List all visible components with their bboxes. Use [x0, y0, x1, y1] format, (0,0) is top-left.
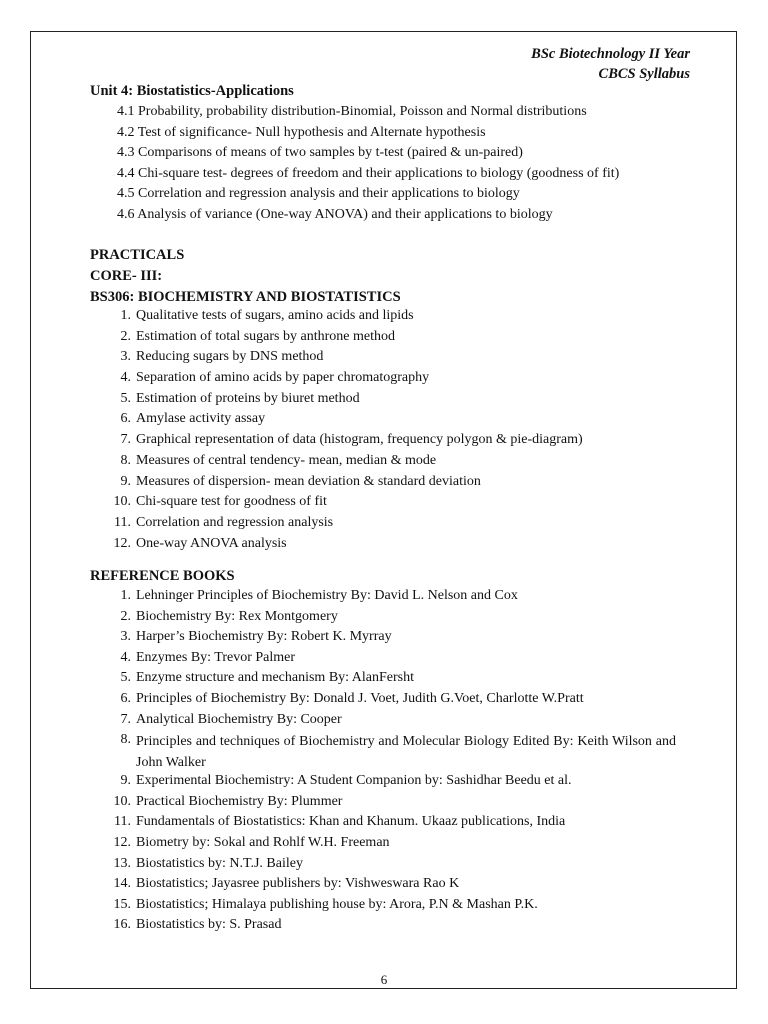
list-item-text: Chi-square test for goodness of fit: [136, 494, 327, 510]
list-item-number: 7.: [120, 432, 131, 448]
list-item-number: 9.: [120, 773, 131, 789]
list-item-text: Biometry by: Sokal and Rohlf W.H. Freeman: [136, 834, 390, 850]
list-item-number: 8.: [120, 452, 131, 468]
list-item-text: Biostatistics; Jayasree publishers by: Vishweswara Rao K: [136, 876, 460, 892]
list-item-number: 11.: [114, 814, 131, 830]
unit-title: Unit 4: Biostatistics-Applications: [90, 83, 294, 99]
list-item-text: Separation of amino acids by paper chromatography: [136, 370, 430, 386]
practicals-heading: PRACTICALS: [90, 247, 185, 263]
unit-item: 4.5 Correlation and regression analysis and their applications to biology: [117, 186, 520, 201]
list-item-text: Correlation and regression analysis: [136, 514, 334, 530]
unit-item: 4.3 Comparisons of means of two samples by t-test (paired & un-paired): [117, 145, 523, 160]
list-item-text: Amylase activity assay: [136, 411, 266, 427]
list-item-text: Measures of central tendency- mean, median & mode: [136, 452, 437, 468]
list-item-text: Principles and techniques of Biochemistry and Molecular Biology Edited By: Keith Wilson and John Walker: [136, 734, 676, 770]
unit-item: 4.4 Chi-square test- degrees of freedom and their applications to biology (goodness of fit): [117, 165, 620, 181]
page-number: 6: [380, 972, 388, 987]
core-label: CORE- III:: [90, 268, 163, 284]
list-item-number: 6.: [120, 411, 131, 427]
header-program: BSc Biotechnology II Year: [531, 46, 690, 62]
list-item-text: Measures of dispersion- mean deviation & standard deviation: [136, 473, 481, 489]
list-item-number: 3.: [120, 349, 131, 365]
list-item-text: Biostatistics by: S. Prasad: [136, 917, 282, 933]
list-item-text: Analytical Biochemistry By: Cooper: [136, 711, 342, 727]
list-item-number: 11.: [114, 514, 131, 530]
list-item-text: Biostatistics; Himalaya publishing house by: Arora, P.N & Mashan P.K.: [136, 896, 538, 912]
list-item-number: 16.: [113, 917, 131, 933]
unit-item: 4.2 Test of significance- Null hypothesis and Alternate hypothesis: [117, 124, 486, 140]
list-item-number: 7.: [120, 711, 131, 727]
list-item-text: Graphical representation of data (histogram, frequency polygon & pie-diagram): [136, 432, 583, 448]
list-item-text: Fundamentals of Biostatistics: Khan and Khanum. Ukaaz publications, India: [136, 814, 566, 830]
list-item-text: Biochemistry By: Rex Montgomery: [136, 608, 338, 624]
list-item-number: 2.: [120, 608, 131, 624]
list-item-number: 4.: [120, 649, 131, 665]
unit-item: 4.6 Analysis of variance (One-way ANOVA) and their applications to biology: [117, 206, 553, 222]
list-item-number: 8.: [120, 732, 131, 748]
course-title: BS306: BIOCHEMISTRY AND BIOSTATISTICS: [90, 288, 401, 305]
list-item-number: 9.: [120, 473, 131, 489]
list-item-text: Enzymes By: Trevor Palmer: [136, 649, 296, 665]
list-item-number: 2.: [120, 328, 131, 344]
list-item-number: 10.: [113, 793, 131, 809]
list-item-number: 12.: [113, 535, 131, 551]
list-item-text: Estimation of proteins by biuret method: [136, 390, 360, 406]
list-item-number: 5.: [120, 670, 131, 686]
unit-item: 4.1 Probability, probability distribution-Binomial, Poisson and Normal distributions: [117, 104, 587, 119]
list-item-text: Principles of Biochemistry By: Donald J. Voet, Judith G.Voet, Charlotte W.Pratt: [136, 690, 584, 706]
list-item-text: Harper’s Biochemistry By: Robert K. Myrray: [136, 629, 392, 645]
list-item-text: Enzyme structure and mechanism By: AlanFersht: [136, 670, 414, 686]
list-item-text: Lehninger Principles of Biochemistry By: David L. Nelson and Cox: [136, 588, 518, 603]
list-item-number: 1.: [120, 308, 131, 323]
list-item-text: One-way ANOVA analysis: [136, 535, 287, 551]
list-item-text: Experimental Biochemistry: A Student Companion by: Sashidhar Beedu et al.: [136, 773, 572, 789]
list-item-number: 12.: [113, 834, 131, 850]
list-item-number: 14.: [113, 876, 131, 892]
list-item-number: 3.: [120, 629, 131, 645]
list-item-number: 6.: [120, 690, 131, 706]
list-item-number: 1.: [120, 588, 131, 603]
list-item-number: 15.: [113, 896, 131, 912]
list-item-text: Estimation of total sugars by anthrone method: [136, 328, 395, 344]
list-item-text: Reducing sugars by DNS method: [136, 349, 324, 365]
list-item-number: 10.: [113, 494, 131, 510]
reference-heading: REFERENCE BOOKS: [90, 568, 235, 584]
list-item-number: 13.: [113, 855, 131, 871]
list-item-number: 4.: [120, 370, 131, 386]
list-item-text: Practical Biochemistry By: Plummer: [136, 793, 343, 809]
header-syllabus: CBCS Syllabus: [598, 66, 690, 82]
list-item-text: Biostatistics by: N.T.J. Bailey: [136, 855, 303, 871]
list-item-text: Qualitative tests of sugars, amino acids and lipids: [136, 308, 414, 323]
list-item-number: 5.: [120, 390, 131, 406]
